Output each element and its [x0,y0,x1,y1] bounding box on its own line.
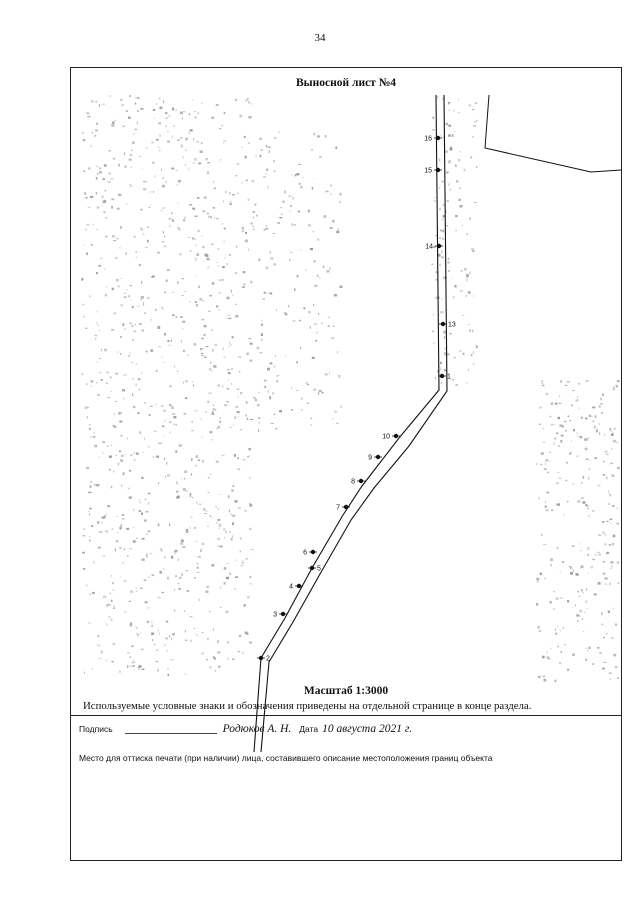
date-label: Дата [299,724,319,734]
stamp-place-text: Место для оттиска печати (при наличии) лица, составившего описание местоположения границ объекта [79,753,493,763]
map-sheet-frame [70,67,622,861]
survey-point-label: 9 [368,454,372,462]
signature-line [125,733,217,734]
survey-point-label: 7 [336,504,340,512]
survey-point-label: 3 [273,611,277,619]
terrain-speckles [81,95,619,682]
section-divider [71,715,621,716]
survey-point-label: 13 [448,321,456,329]
survey-point [424,136,442,143]
survey-points [257,136,456,663]
signature-label: Подпись [79,724,113,734]
survey-point [336,505,350,512]
signature-row [79,723,412,735]
survey-point-label: 8 [351,478,355,486]
survey-point-label: 1 [447,373,451,381]
survey-point-label: 6 [303,549,307,557]
boundary-strip [254,95,447,752]
survey-point-label: 15 [424,167,432,175]
survey-point-label: 14 [425,243,433,251]
signer-name: Родюков А. Н. [222,723,292,735]
survey-point [438,374,451,381]
survey-point [257,656,270,663]
survey-point [303,550,317,557]
date-value: 10 августа 2021 г. [322,723,413,735]
map-scale: Масштаб 1:3000 [303,685,389,697]
survey-point-label: 2 [266,655,270,663]
cadastral-map [71,90,621,752]
adjacent-parcel-boundary [485,95,621,172]
survey-point-label: 16 [424,135,432,143]
sheet-title: Выносной лист №4 [295,77,397,89]
legend-note: Используемые условные знаки и обозначения приведены на отдельной странице в конце раздела. [83,700,532,712]
page-number: 34 [314,32,326,44]
survey-point-label: 4 [289,583,293,591]
survey-point [368,455,382,462]
map-drawing [71,90,621,752]
survey-point [424,168,442,175]
survey-point-label: 10 [382,433,390,441]
survey-point-label: 5 [317,565,321,573]
survey-point [439,322,456,329]
